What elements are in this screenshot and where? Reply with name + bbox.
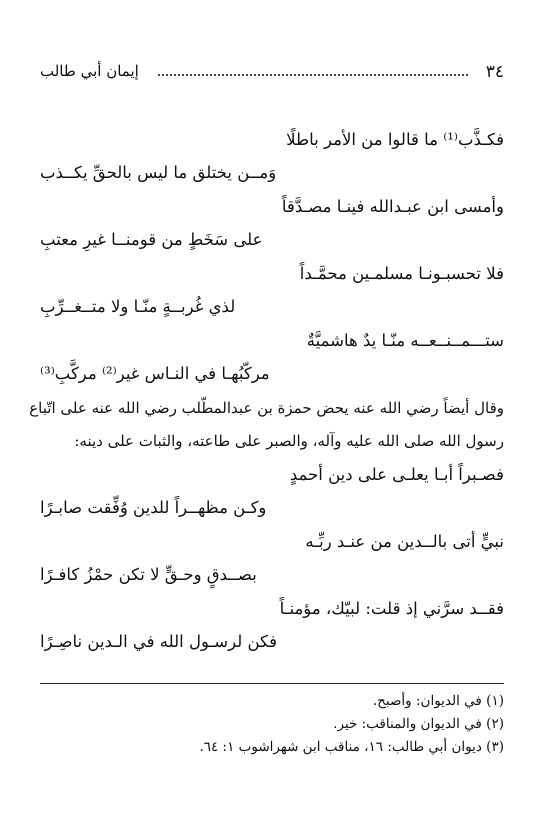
verse-line: ستـــمــنــعــه منّـا يدٌ هاشميَّةٌ	[306, 331, 504, 350]
verse-line: نبيٍّ أتى بالــدين من عنـد ربِّـه	[305, 532, 504, 551]
verse-line: مركّبُهـا في النـاس غير⁽²⁾ مركَّبِ⁽³⁾	[40, 364, 270, 383]
verse-line: فكـذَّب⁽¹⁾ ما قالوا من الأمر باطلًا	[286, 130, 504, 149]
page-number: ٣٤	[485, 62, 504, 82]
verse-line: وَمــن يختلق ما ليس بالحقِّ يكــذب	[40, 163, 277, 182]
prose-line: رسول الله صلى الله عليه وآله، والصبر على طاعته، والثبات على دينه:	[74, 432, 504, 450]
footnote: (٢) في الديوان والمناقب: خير.	[333, 716, 504, 732]
verse-line: فكن لرسـول الله في الـدين ناصِـرًا	[40, 632, 278, 651]
verse-line: لذي غُربــةٍ منّـا ولا متــغــرِّبِ	[40, 297, 236, 316]
prose-line: وقال أيضاً رضي الله عنه يحض حمزة بن عبدالمطّلب رضي الله عنه على اتّباع	[29, 399, 504, 417]
verse-line: بصــدقٍ وحـقٍّ لا تكن حمْزُ كافـرًا	[40, 565, 257, 584]
verse-line: على سَخَطٍ من قومنــا غيرِ معتبِ	[40, 230, 263, 249]
running-title: إيمان أبي طالب	[40, 62, 139, 80]
verse-line: فقــد سرَّني إذ قلت: لبيّك، مؤمنـاً	[279, 599, 504, 618]
verse-line: وكـن مظهــراً للدين وُفِّقت صابـرًا	[40, 498, 267, 517]
footnote: (٣) ديوان أبي طالب: ١٦، مناقب ابن شهراشوب ١: ٦٤.	[199, 739, 504, 755]
header-dotted-leader	[158, 74, 468, 76]
verse-line: فلا تحسبـونـا مسلمـين محمَّـداً	[299, 264, 504, 283]
footnote: (١) في الديوان: وأصبح.	[372, 693, 504, 709]
verse-line: وأمسى ابن عبـدالله فينـا مصـدَّقاً	[281, 197, 504, 216]
verse-line: فصـبراً أبـا يعلـى على دين أحمدٍ	[289, 465, 504, 484]
footnote-separator	[40, 683, 504, 684]
running-header	[40, 62, 504, 88]
